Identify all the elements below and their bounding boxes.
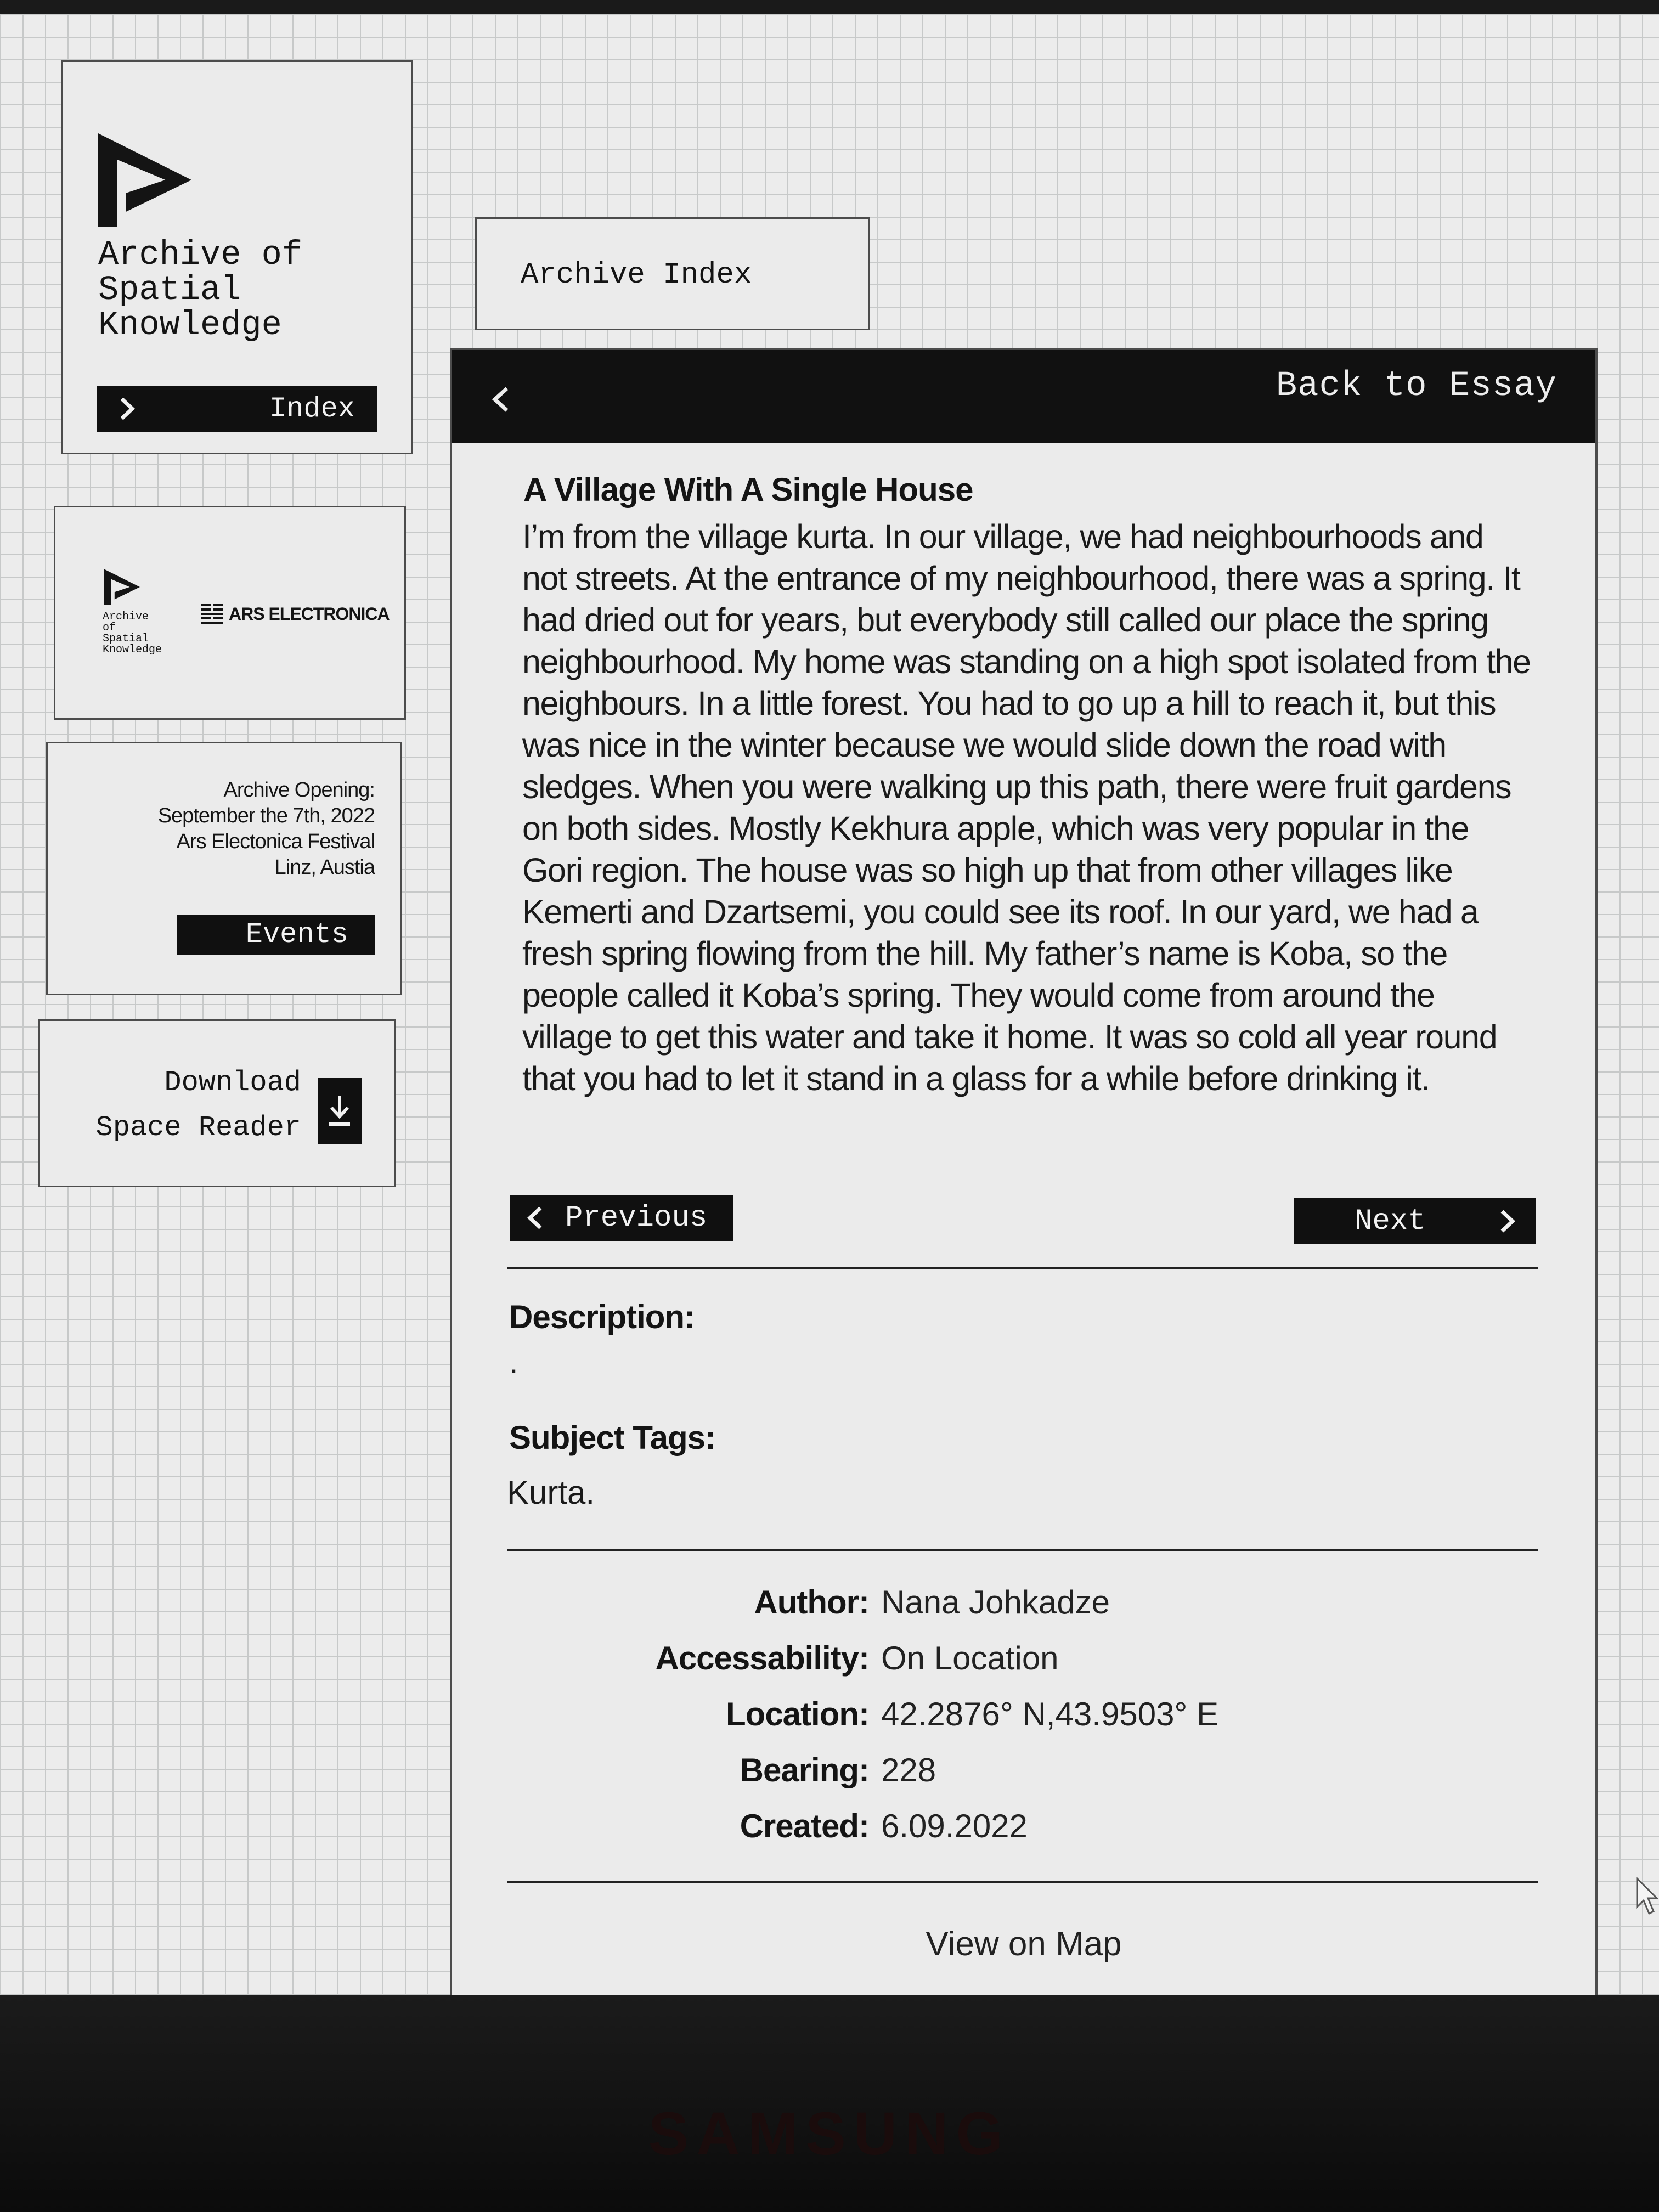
meta-bearing xyxy=(452,1751,1220,1789)
monitor-bezel-top xyxy=(0,0,1659,14)
divider xyxy=(507,1549,1538,1551)
next-button[interactable] xyxy=(1294,1198,1536,1244)
logo-title: Archive of Spatial Knowledge xyxy=(98,235,303,345)
event-line: Ars Electonica Festival xyxy=(176,830,375,853)
description-label: Description: xyxy=(509,1299,695,1335)
article-panel xyxy=(450,348,1598,1995)
chevron-left-icon xyxy=(527,1206,543,1230)
article-body: I’m from the village kurta. In our village, we had neighbourhoods and not streets. At the entrance of my neighbourhood, there was a spring. It had dried out for years, but everybody still called our place the spring neighbourhood. My home was standing on a high spot isolated from the neighbours. In a little forest. You had to go up a hill to reach it, but this was nice in the winter because we would slide down the road with sledges. When you were walking up this path, there were fruit gardens on both sides. Mostly Kekhura apple, which was very popular in the Gori region. The house was so high up that from other villages like Kemerti and Dzartsemi, you could see its roof. In our yard, we had a fresh spring flowing from the hill. My father’s name is Koba, so the people called it Koba’s spring. They would come from around the village to get this water and take it home. It was so cold all year round that you had to let it stand in a glass for a while before drinking it. xyxy=(522,518,1531,1097)
meta-key: Author: xyxy=(754,1584,869,1621)
meta-accessability xyxy=(452,1639,1220,1677)
meta-created xyxy=(452,1807,1220,1845)
view-on-map-link[interactable]: View on Map xyxy=(926,1925,1122,1963)
monitor-bezel-bottom xyxy=(0,1995,1659,2212)
download-card[interactable] xyxy=(38,1019,396,1187)
meta-value: 42.2876° N,43.9503° E xyxy=(881,1696,1219,1733)
download-icon xyxy=(327,1093,352,1128)
divider xyxy=(507,1881,1538,1883)
next-label: Next xyxy=(1355,1204,1426,1238)
article-title: A Village With A Single House xyxy=(523,471,973,508)
chevron-left-icon[interactable] xyxy=(490,386,512,413)
meta-value: Nana Johkadze xyxy=(881,1584,1110,1621)
chevron-right-icon xyxy=(119,397,136,421)
chevron-right-icon xyxy=(1499,1209,1516,1233)
index-button[interactable] xyxy=(97,386,377,432)
mini-logo-text: Archive of Spatial Knowledge xyxy=(103,611,162,656)
meta-value: 228 xyxy=(881,1752,936,1788)
monitor-brand-logo: SAMSUNG xyxy=(648,2100,1011,2168)
ars-electronica-icon xyxy=(200,602,224,626)
screen xyxy=(0,14,1659,1995)
event-line: Archive Opening: xyxy=(223,778,375,802)
meta-value: On Location xyxy=(881,1640,1059,1677)
meta-location xyxy=(452,1695,1220,1733)
event-info xyxy=(67,777,375,881)
description-value: . xyxy=(509,1344,518,1380)
event-line: September the 7th, 2022 xyxy=(157,804,375,827)
archive-mini-logo-icon xyxy=(104,569,140,605)
meta-key: Location: xyxy=(726,1696,869,1733)
download-button[interactable] xyxy=(318,1078,362,1144)
meta-key: Bearing: xyxy=(740,1752,869,1788)
back-to-essay-link[interactable]: Back to Essay xyxy=(1276,366,1557,406)
archive-logo-icon xyxy=(98,133,191,227)
previous-button[interactable] xyxy=(510,1195,733,1241)
archive-index-tab[interactable]: Archive Index xyxy=(475,217,870,330)
meta-value: 6.09.2022 xyxy=(881,1808,1028,1844)
ars-electronica-label: ARS ELECTRONICA xyxy=(229,603,390,624)
previous-label: Previous xyxy=(565,1201,708,1235)
subject-tags-value: Kurta. xyxy=(507,1474,595,1511)
meta-author xyxy=(452,1583,1220,1621)
subject-tags-label: Subject Tags: xyxy=(509,1419,715,1456)
download-label xyxy=(96,1060,301,1150)
events-button[interactable]: Events xyxy=(177,915,375,955)
meta-key: Accessability: xyxy=(655,1640,869,1677)
ars-electronica-logo xyxy=(200,602,390,626)
article-header xyxy=(452,350,1595,443)
download-line2: Space Reader xyxy=(95,1111,301,1144)
divider xyxy=(507,1267,1538,1269)
meta-key: Created: xyxy=(740,1808,869,1844)
event-line: Linz, Austia xyxy=(274,856,375,879)
index-label: Index xyxy=(269,392,355,425)
events-card xyxy=(46,742,402,995)
logo-card xyxy=(61,60,413,454)
mouse-cursor-icon xyxy=(1636,1877,1659,1916)
partner-card xyxy=(54,506,406,720)
download-line1: Download xyxy=(164,1066,301,1099)
